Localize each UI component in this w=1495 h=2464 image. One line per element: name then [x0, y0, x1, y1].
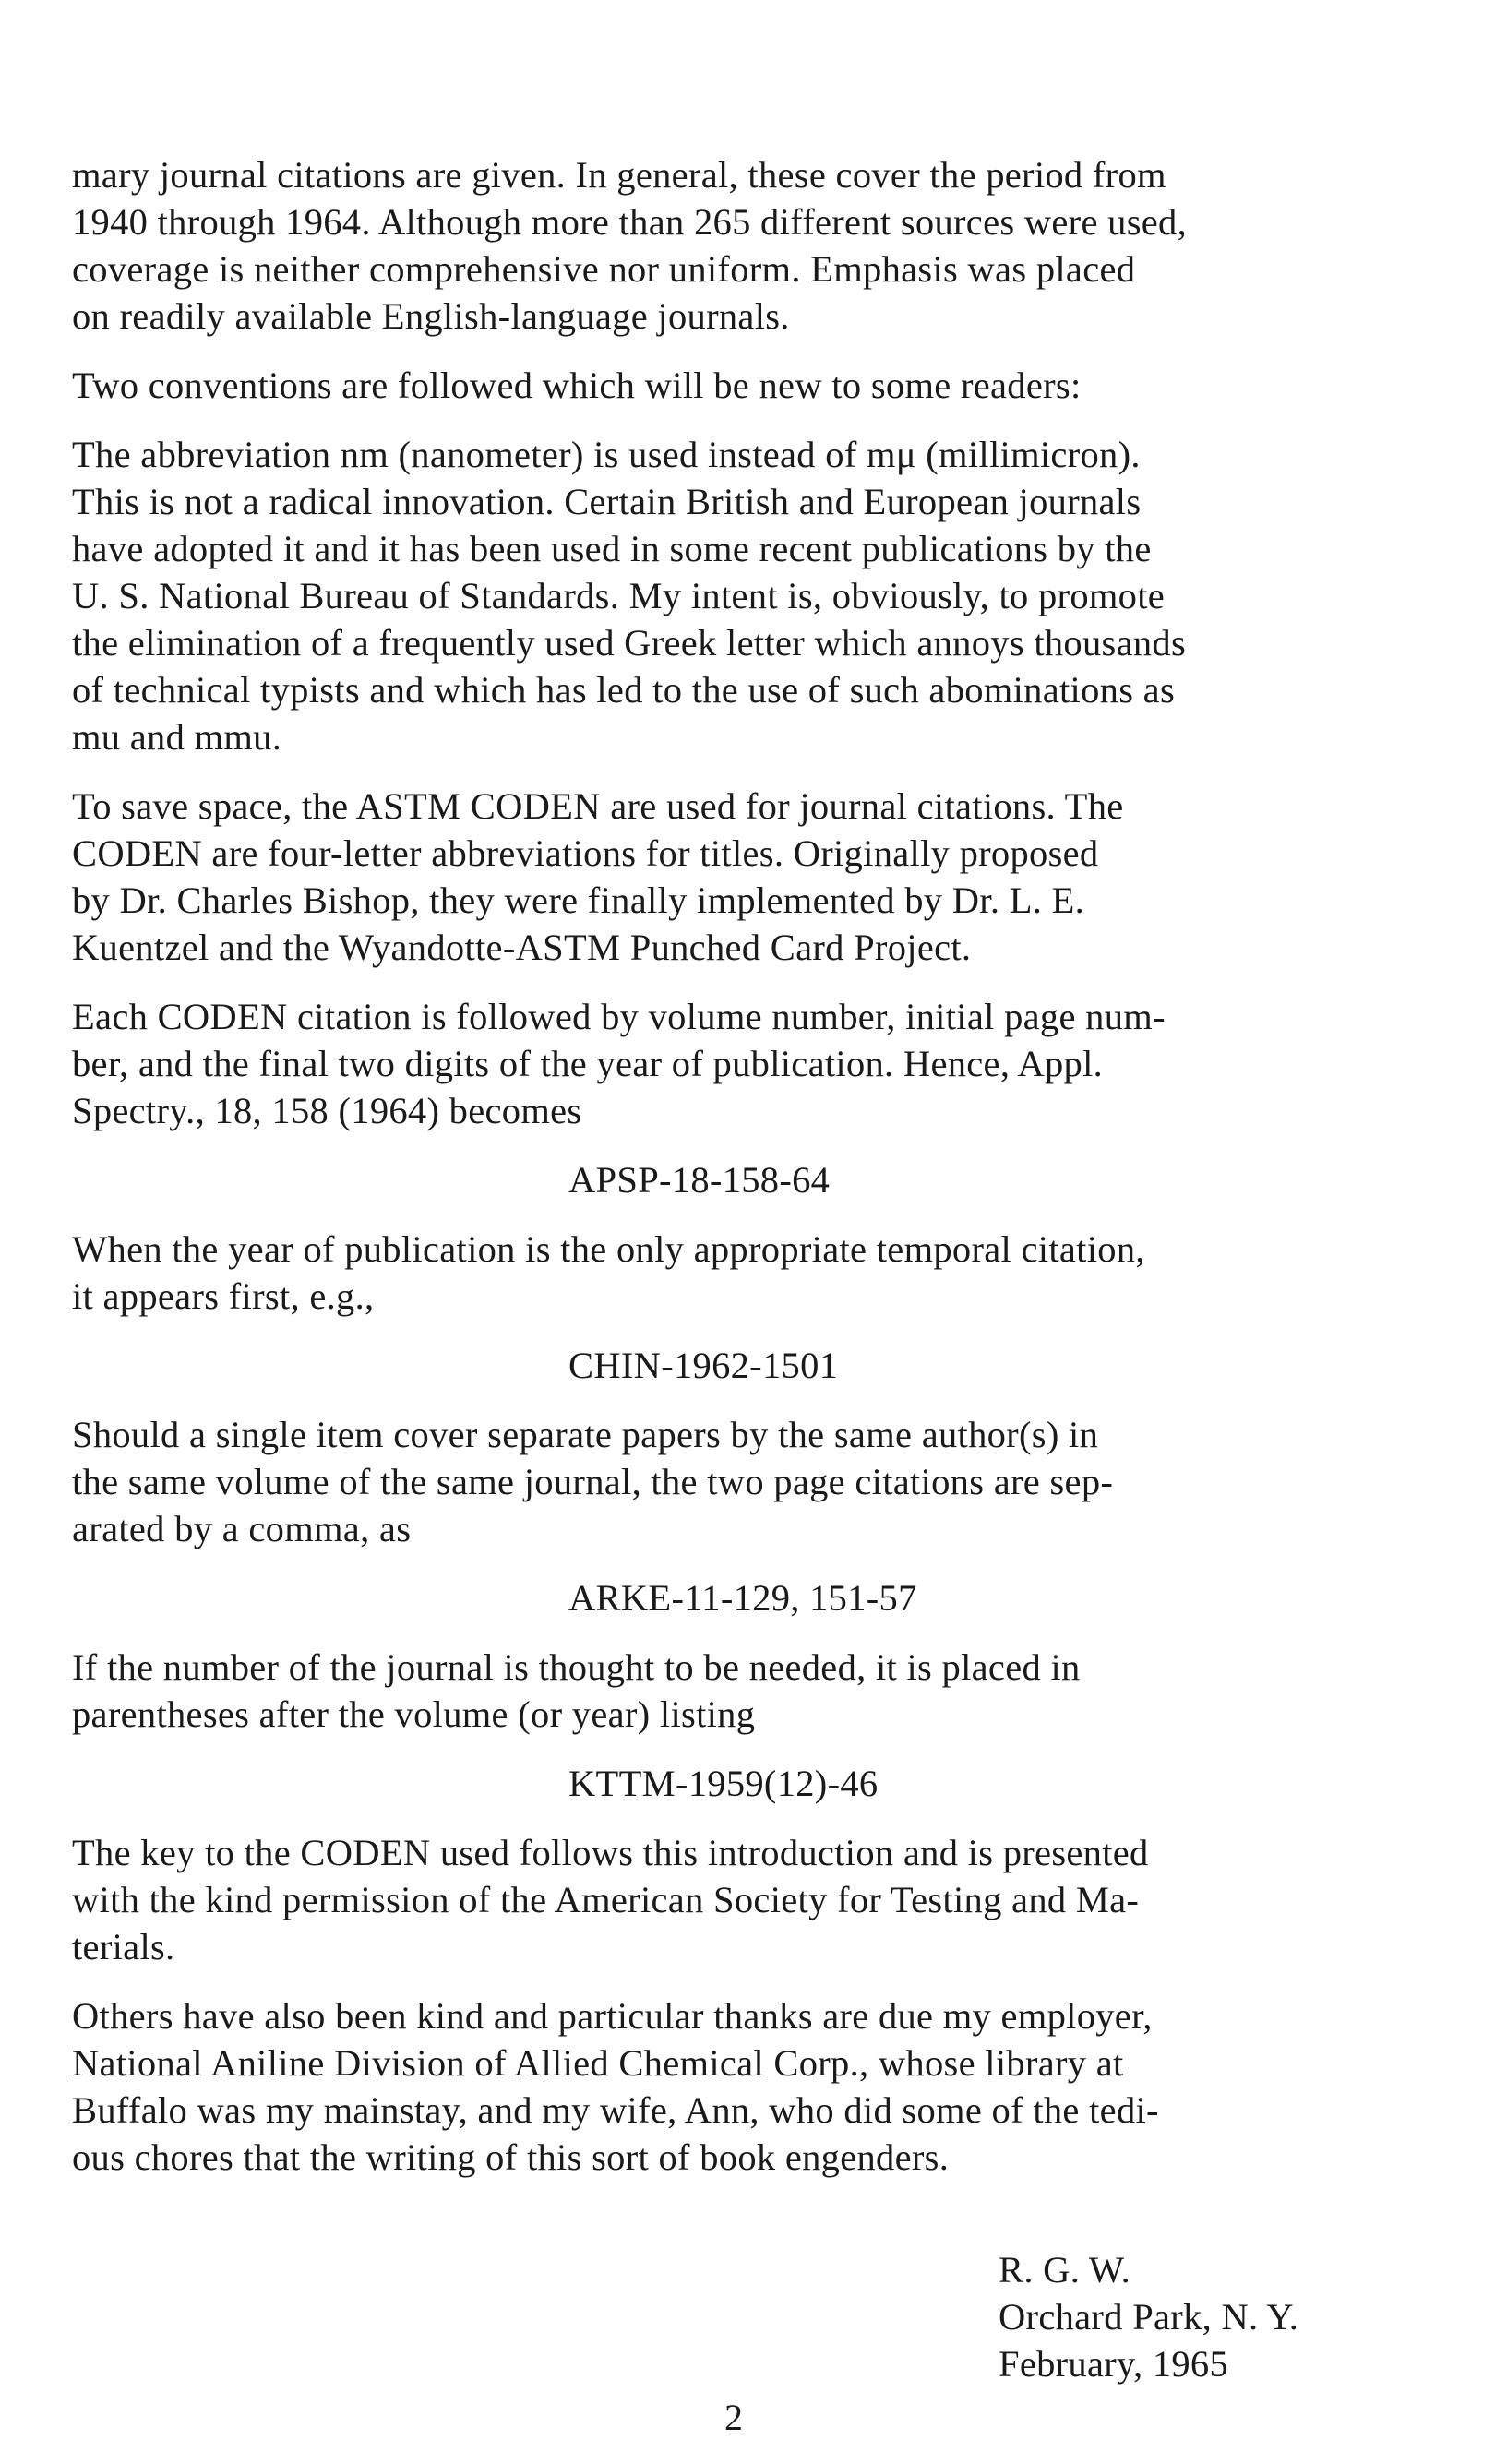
citation-example: CHIN-1962-1501 — [568, 1345, 839, 1386]
signature-block — [999, 2246, 1298, 2387]
signature-place: Orchard Park, N. Y. — [999, 2296, 1299, 2338]
page-number: 2 — [724, 2397, 743, 2438]
text-line: To save space, the ASTM CODEN are used for journal citations. The — [72, 785, 1124, 827]
paragraph-coden — [72, 783, 1441, 971]
paragraph-nanometer — [72, 431, 1441, 760]
text-line: Others have also been kind and particular thanks are due my employer, — [72, 1995, 1153, 2037]
text-line: When the year of publication is the only appropriate temporal citation, — [72, 1228, 1145, 1270]
text-line: The key to the CODEN used follows this introduction and is presented — [72, 1832, 1149, 1873]
citation-example: APSP-18-158-64 — [568, 1159, 831, 1201]
text-line: National Aniline Division of Allied Chemical Corp., whose library at — [72, 2042, 1124, 2084]
text-line: Kuentzel and the Wyandotte-ASTM Punched Card Project. — [72, 927, 972, 968]
text-line: Spectry., 18, 158 (1964) becomes — [72, 1090, 582, 1131]
text-line: on readily available English-language journals. — [72, 295, 790, 337]
text-line: 1940 through 1964. Although more than 265 different sources were used, — [72, 201, 1188, 243]
citation-example: ARKE-11-129, 151-57 — [568, 1577, 917, 1619]
text-line: ber, and the final two digits of the year of publication. Hence, Appl. — [72, 1043, 1104, 1084]
text-line: with the kind permission of the American Society for Testing and Ma- — [72, 1879, 1140, 1920]
text-line: Buffalo was my mainstay, and my wife, Ann, who did some of the tedi- — [72, 2089, 1159, 2131]
signature-initials: R. G. W. — [999, 2249, 1131, 2291]
text-line: CODEN are four-letter abbreviations for titles. Originally proposed — [72, 832, 1099, 874]
text-line: have adopted it and it has been used in some recent publications by the — [72, 528, 1152, 569]
text-line: This is not a radical innovation. Certain British and European journals — [72, 481, 1142, 522]
text-line: it appears first, e.g., — [72, 1275, 375, 1317]
body-text — [72, 151, 1441, 2203]
citation-example: KTTM-1959(12)-46 — [568, 1763, 879, 1804]
paragraph-conventions — [72, 362, 1441, 409]
text-line: Should a single item cover separate papers by the same author(s) in — [72, 1414, 1099, 1455]
paragraph-citation-format — [72, 993, 1441, 1134]
signature-date: February, 1965 — [999, 2343, 1229, 2385]
paragraph-coden-key — [72, 1829, 1441, 1970]
paragraph-acknowledgements — [72, 1992, 1441, 2181]
paragraph-year-first — [72, 1226, 1441, 1320]
text-line: U. S. National Bureau of Standards. My intent is, obviously, to promote — [72, 575, 1166, 616]
paragraph-journal-number — [72, 1644, 1441, 1738]
text-line: of technical typists and which has led to the use of such abominations as — [72, 669, 1176, 711]
text-line: parentheses after the volume (or year) listing — [72, 1693, 756, 1735]
paragraph-separate-papers — [72, 1411, 1441, 1552]
text-line: the elimination of a frequently used Greek letter which annoys thousands — [72, 622, 1187, 664]
text-line: mu and mmu. — [72, 716, 282, 758]
text-line: If the number of the journal is thought to be needed, it is placed in — [72, 1646, 1081, 1688]
text-line: mary journal citations are given. In general, these cover the period from — [72, 154, 1166, 196]
text-line: Two conventions are followed which will be new to some readers: — [72, 365, 1082, 406]
text-line: Each CODEN citation is followed by volume number, initial page num- — [72, 996, 1166, 1037]
text-line: terials. — [72, 1926, 175, 1968]
text-line: ous chores that the writing of this sort of book engenders. — [72, 2136, 950, 2178]
text-line: coverage is neither comprehensive nor uniform. Emphasis was placed — [72, 248, 1136, 290]
paragraph-sources — [72, 151, 1441, 340]
text-line: The abbreviation nm (nanometer) is used instead of mμ (millimicron). — [72, 434, 1141, 475]
text-line: arated by a comma, as — [72, 1508, 412, 1549]
text-line: by Dr. Charles Bishop, they were finally implemented by Dr. L. E. — [72, 879, 1085, 921]
text-line: the same volume of the same journal, the two page citations are sep- — [72, 1461, 1114, 1502]
